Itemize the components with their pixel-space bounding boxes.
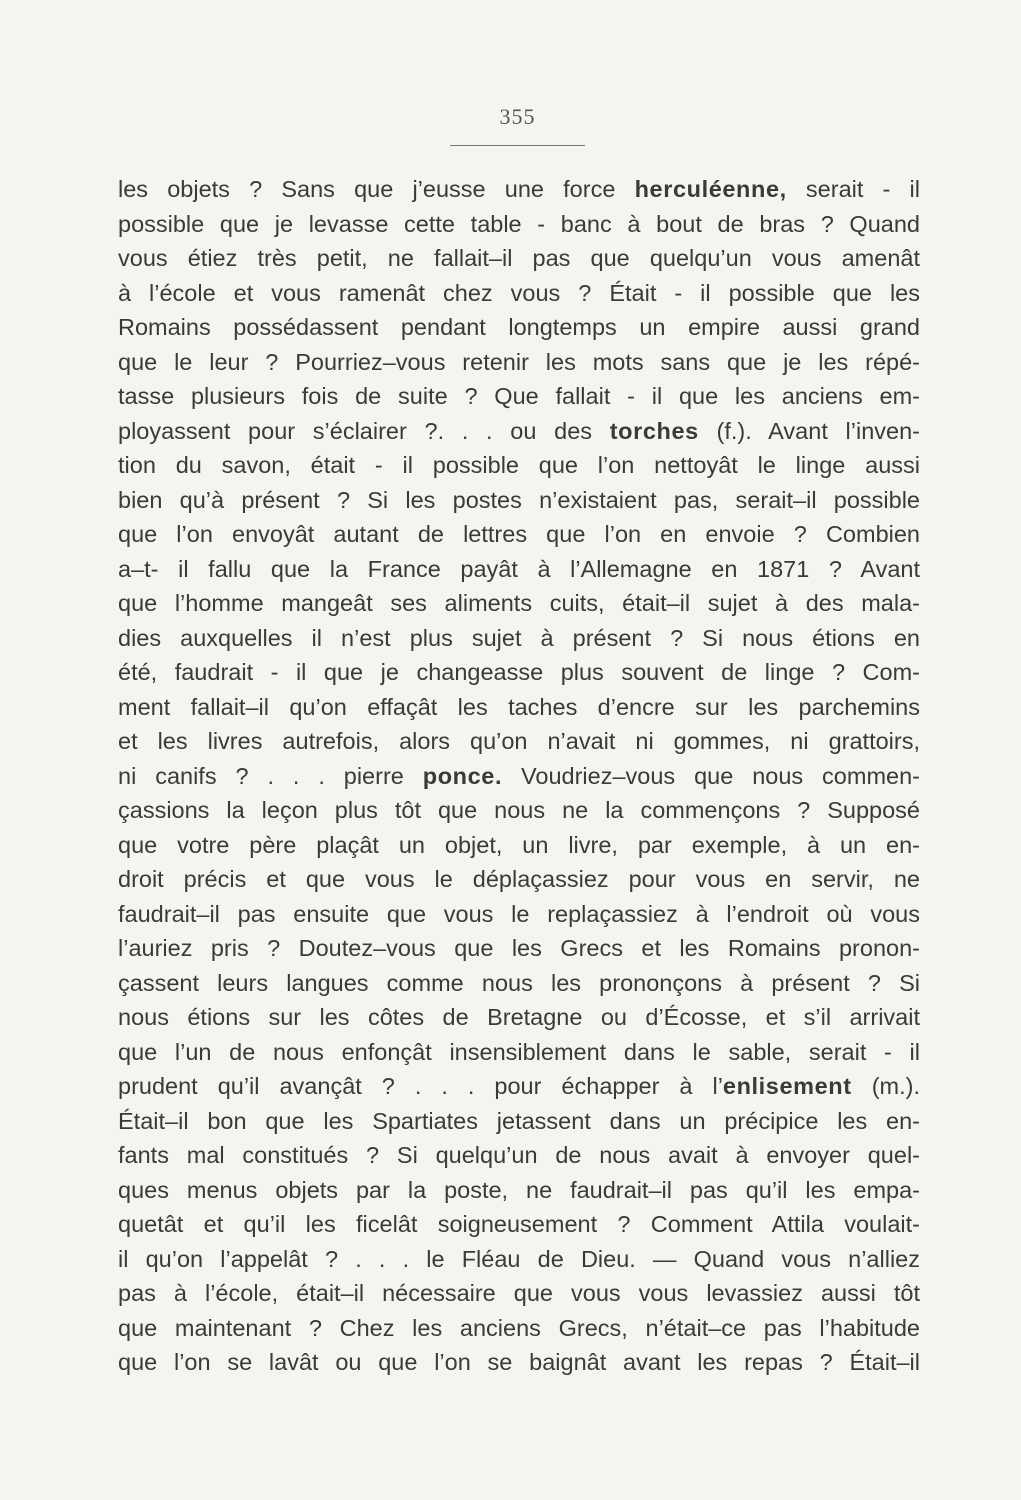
text-line: [118, 1345, 920, 1380]
text-segment: faudrait–il pas ensuite que vous le replaçassiez à l’endroit où vous: [118, 900, 920, 927]
text-segment: et les livres autrefois, alors qu’on n’avait ni gommes, ni grattoirs,: [118, 728, 920, 754]
text-line: [118, 1138, 920, 1173]
text-segment: çassent leurs langues comme nous les prononçons à présent ? Si: [118, 969, 920, 996]
text-segment: bien qu’à présent ? Si les postes n’existaient pas, serait–il possible: [118, 486, 920, 513]
text-line: [118, 1104, 920, 1139]
text-segment: çassions la leçon plus tôt que nous ne la commençons ? Supposé: [118, 797, 920, 823]
text-segment: droit précis et que vous le déplaçassiez pour vous en servir, ne: [118, 866, 920, 892]
text-segment: ployassent pour s’éclairer ?. . . ou des: [118, 417, 610, 444]
text-segment: fants mal constitués ? Si quelqu’un de nous avait à envoyer quel-: [118, 1142, 920, 1168]
text-segment: (m.).: [851, 1073, 920, 1099]
text-segment: dies auxquelles il n’est plus sujet à présent ? Si nous étions en: [118, 624, 920, 651]
text-segment: vous étiez très petit, ne fallait–il pas que quelqu’un vous amenât: [118, 245, 920, 271]
text-line: [118, 448, 920, 483]
text-segment: que l’on envoyât autant de lettres que l’on en envoie ? Combien: [118, 521, 920, 547]
body-text: [118, 172, 920, 1380]
text-segment: que l’un de nous enfonçât insensiblement dans le sable, serait - il: [118, 1038, 920, 1065]
text-line: [118, 276, 920, 311]
text-segment: que l’homme mangeât ses aliments cuits, était–il sujet à des mala-: [118, 590, 920, 616]
text-line: [118, 931, 920, 966]
text-line: [118, 1069, 920, 1104]
text-segment: quetât et qu’il les ficelât soigneusement ? Comment Attila voulait-: [118, 1211, 920, 1237]
text-segment: ment fallait–il qu’on effaçât les taches d’encre sur les parchemins: [118, 693, 920, 720]
text-segment: que votre père plaçât un objet, un livre, par exemple, à un en-: [118, 831, 920, 858]
text-segment: nous étions sur les côtes de Bretagne ou d’Écosse, et s’il arrivait: [118, 1004, 920, 1030]
text-line: [118, 207, 920, 242]
text-segment: que maintenant ? Chez les anciens Grecs, n’était–ce pas l’habitude: [118, 1314, 920, 1341]
text-segment: l’auriez pris ? Doutez–vous que les Grecs et les Romains pronon-: [118, 935, 920, 961]
text-line: [118, 759, 920, 794]
text-line: [118, 724, 920, 759]
text-segment: tion du savon, était - il possible que l’on nettoyât le linge aussi: [118, 452, 920, 478]
text-segment: que le leur ? Pourriez–vous retenir les mots sans que je les répé-: [118, 348, 920, 375]
text-line: [118, 379, 920, 414]
text-line: [118, 655, 920, 690]
page-number: 355: [499, 104, 536, 129]
text-segment: été, faudrait - il que je changeasse plus souvent de linge ? Com-: [118, 659, 920, 685]
text-segment: possible que je levasse cette table - banc à bout de bras ? Quand: [118, 210, 920, 237]
text-line: [118, 345, 920, 380]
text-line: [118, 586, 920, 621]
text-line: [118, 1000, 920, 1035]
text-line: [118, 828, 920, 863]
text-segment: que l’on se lavât ou que l’on se baignât avant les repas ? Était–il: [118, 1349, 920, 1375]
text-line: [118, 621, 920, 656]
text-line: [118, 517, 920, 552]
text-segment: il qu’on l’appelât ? . . . le Fléau de Dieu. — Quand vous n’alliez: [118, 1245, 920, 1272]
text-segment: (f.). Avant l’inven-: [698, 417, 920, 444]
text-segment: à l’école et vous ramenât chez vous ? Était - il possible que les: [118, 279, 920, 306]
text-line: [118, 483, 920, 518]
text-line: [118, 793, 920, 828]
text-segment: Voudriez–vous que nous commen-: [502, 762, 920, 789]
text-line: [118, 1311, 920, 1346]
text-line: [118, 897, 920, 932]
emphasized-term: torches: [609, 417, 699, 444]
text-line: [118, 966, 920, 1001]
text-segment: ni canifs ? . . . pierre: [118, 762, 423, 789]
text-segment: prudent qu’il avançât ? . . . pour échapper à l’: [118, 1073, 723, 1099]
text-segment: serait - il: [786, 176, 920, 202]
text-line: [118, 862, 920, 897]
text-line: [118, 310, 920, 345]
text-segment: pas à l’école, était–il nécessaire que vous vous levassiez aussi tôt: [118, 1280, 920, 1306]
text-segment: Romains possédassent pendant longtemps un empire aussi grand: [118, 314, 920, 340]
text-line: [118, 172, 920, 207]
text-line: [118, 1173, 920, 1208]
text-segment: a–t- il fallu que la France payât à l’Allemagne en 1871 ? Avant: [118, 555, 920, 582]
text-line: [118, 1276, 920, 1311]
text-segment: ques menus objets par la poste, ne faudrait–il pas qu’il les empa-: [118, 1176, 920, 1203]
text-segment: tasse plusieurs fois de suite ? Que fallait - il que les anciens em-: [118, 383, 920, 409]
text-segment: Était–il bon que les Spartiates jetassent dans un précipice les en-: [118, 1107, 920, 1134]
emphasized-term: ponce.: [422, 762, 503, 789]
text-line: [118, 1207, 920, 1242]
emphasized-term: herculéenne,: [634, 176, 787, 202]
text-segment: les objets ? Sans que j’eusse une force: [118, 176, 635, 202]
text-line: [118, 241, 920, 276]
text-line: [118, 1035, 920, 1070]
text-line: [118, 414, 920, 449]
header-rule: [450, 145, 585, 146]
emphasized-term: enlisement: [722, 1073, 852, 1099]
text-line: [118, 690, 920, 725]
text-line: [118, 552, 920, 587]
text-line: [118, 1242, 920, 1277]
